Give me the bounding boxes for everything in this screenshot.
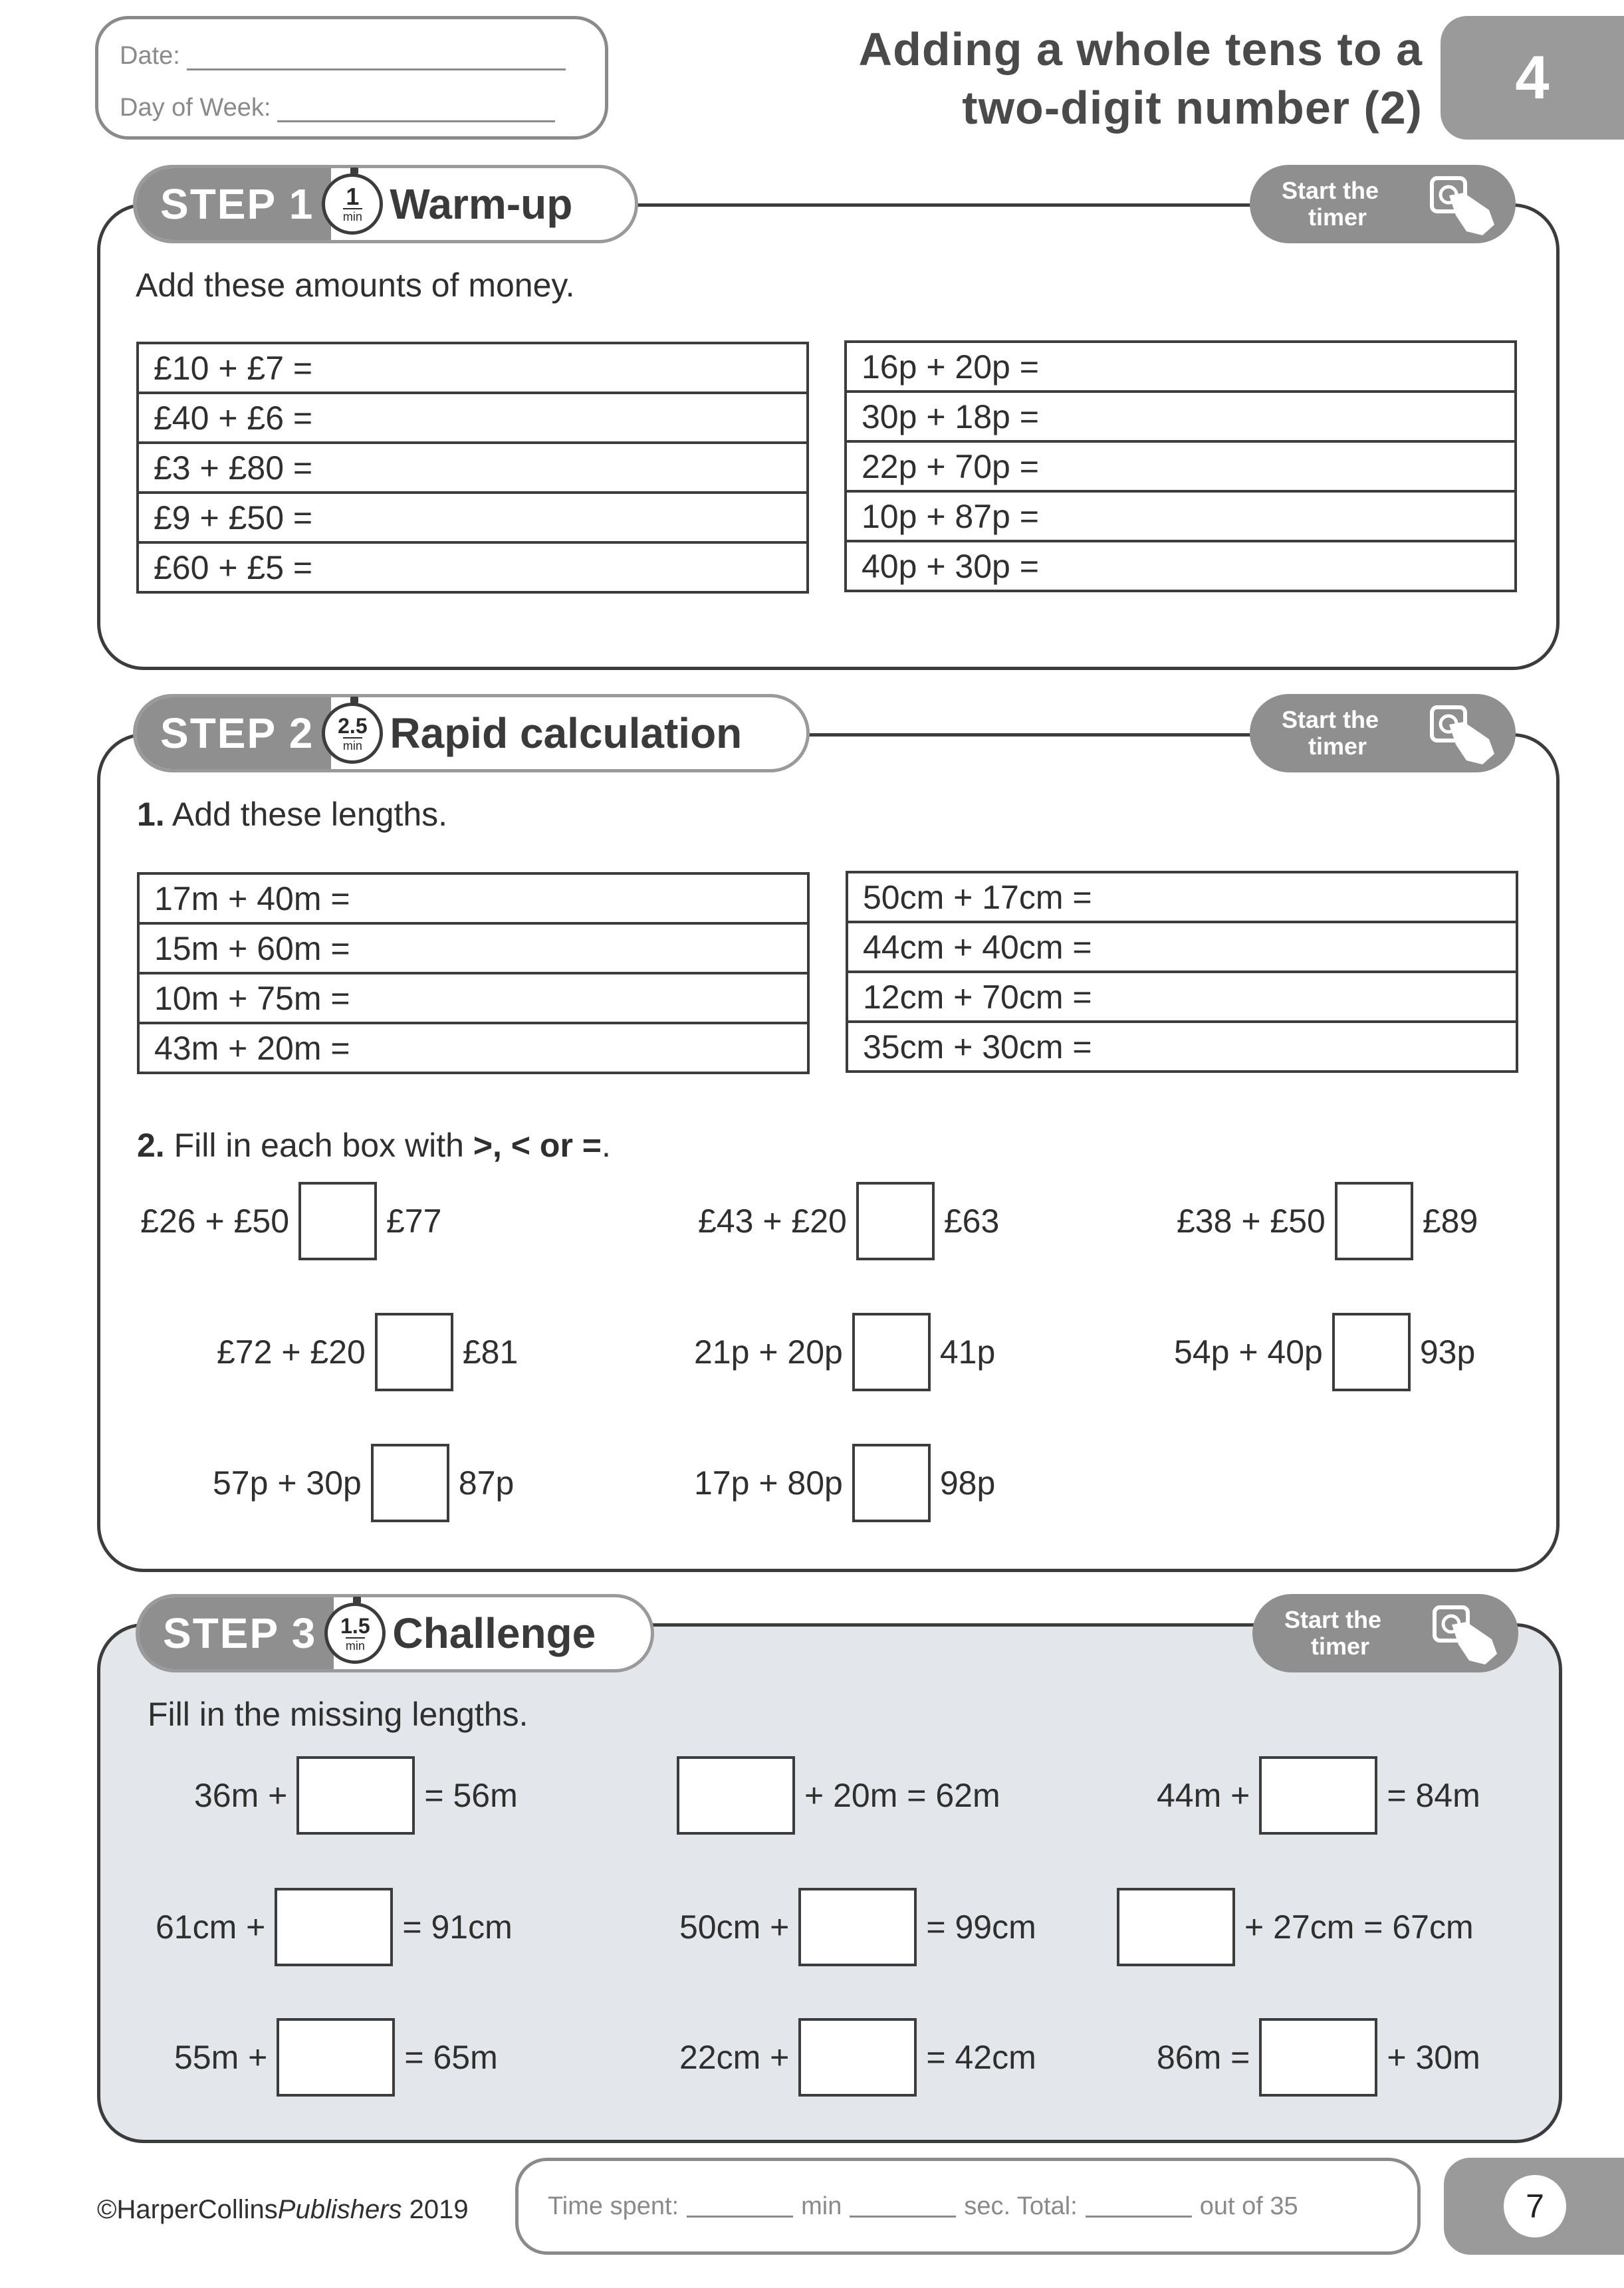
- start-timer-button-step1[interactable]: [1250, 165, 1516, 243]
- copyright-text: ©HarperCollins: [97, 2195, 278, 2224]
- table-row: [846, 392, 1516, 441]
- table-row: [847, 1022, 1517, 1072]
- comparison-answer-box[interactable]: [852, 1313, 931, 1391]
- answer-cell[interactable]: 12cm + 70cm =: [847, 972, 1517, 1022]
- step1-name: Warm-up: [390, 180, 573, 228]
- comparison-right: 87p: [458, 1464, 515, 1502]
- step2-label: STEP 2: [136, 697, 331, 769]
- table-row: [846, 541, 1516, 591]
- comparison-right: 98p: [939, 1464, 996, 1502]
- missing-length-box[interactable]: [798, 2018, 917, 2097]
- q2-text-end: .: [602, 1127, 611, 1164]
- equation-after: = 84m: [1387, 1777, 1480, 1814]
- comparison-answer-box[interactable]: [856, 1182, 935, 1260]
- answer-cell[interactable]: 10m + 75m =: [138, 973, 808, 1023]
- out-of-label: out of 35: [1199, 2192, 1298, 2220]
- missing-length-box[interactable]: [1259, 1756, 1377, 1835]
- q1-text: Add these lengths.: [172, 796, 448, 833]
- page-number: 7: [1504, 2175, 1566, 2237]
- q2-symbols: >, < or =: [473, 1127, 602, 1164]
- time-spent-label: Time spent:: [548, 2192, 679, 2220]
- comparison-item: [217, 1313, 518, 1391]
- step3-clock-unit: min: [346, 1637, 365, 1652]
- comparison-answer-box[interactable]: [1332, 1313, 1411, 1391]
- comparison-item: [698, 1182, 999, 1260]
- min-label: min: [801, 2192, 842, 2220]
- step2-clock-unit: min: [343, 737, 362, 752]
- missing-length-box[interactable]: [677, 1756, 795, 1835]
- comparison-answer-box[interactable]: [371, 1444, 449, 1522]
- answer-cell[interactable]: 16p + 20p =: [846, 342, 1516, 392]
- q2-number: 2.: [137, 1127, 165, 1164]
- missing-length-box[interactable]: [798, 1888, 917, 1966]
- q2-text: Fill in each box with: [174, 1127, 464, 1164]
- comparison-answer-box[interactable]: [298, 1182, 377, 1260]
- step2-clock-value: 2.5: [338, 714, 368, 738]
- day-label: Day of Week:: [120, 94, 271, 122]
- unit-number: 4: [1515, 43, 1550, 112]
- time-spent-bar: [515, 2158, 1421, 2255]
- equation-before: 36m +: [194, 1777, 288, 1814]
- equation-before: 86m =: [1157, 2039, 1250, 2076]
- page-title: [625, 20, 1423, 137]
- step3-label: STEP 3: [139, 1597, 334, 1669]
- equation-after: = 99cm: [926, 1908, 1036, 1946]
- step2-table-left: [137, 872, 810, 1074]
- missing-length-item: [194, 1756, 518, 1835]
- table-row: [138, 873, 808, 923]
- missing-length-item: [1107, 1888, 1474, 1966]
- date-box: [95, 16, 608, 140]
- comparison-left: £43 + £20: [698, 1202, 847, 1240]
- comparison-item: [1177, 1182, 1478, 1260]
- table-row: [846, 441, 1516, 491]
- unit-number-tab: [1441, 16, 1624, 140]
- step1-clock-unit: min: [343, 208, 362, 223]
- timer-label-1: Start the: [1284, 1606, 1382, 1633]
- equation-before: 50cm +: [679, 1908, 790, 1946]
- timer-label-2: timer: [1308, 733, 1367, 760]
- answer-cell[interactable]: 43m + 20m =: [138, 1023, 808, 1073]
- comparison-item: [213, 1444, 514, 1522]
- missing-length-box[interactable]: [275, 1888, 393, 1966]
- step1-table-left: [136, 342, 809, 594]
- step3-name: Challenge: [392, 1609, 596, 1657]
- step3-header: [136, 1594, 654, 1672]
- comparison-right: £77: [386, 1202, 442, 1240]
- answer-cell[interactable]: £3 + £80 =: [138, 443, 808, 493]
- timer-label-2: timer: [1311, 1633, 1370, 1660]
- comparison-right: £81: [462, 1333, 519, 1371]
- start-timer-button-step3[interactable]: [1252, 1594, 1518, 1672]
- step2-name: Rapid calculation: [390, 709, 743, 757]
- equation-after: + 20m = 62m: [804, 1777, 1000, 1814]
- comparison-answer-box[interactable]: [852, 1444, 931, 1522]
- clock-icon: [324, 1603, 386, 1664]
- timer-label-1: Start the: [1282, 177, 1379, 204]
- equation-after: + 27cm = 67cm: [1244, 1908, 1474, 1946]
- equation-after: = 56m: [424, 1777, 518, 1814]
- answer-cell[interactable]: £9 + £50 =: [138, 493, 808, 542]
- missing-length-box[interactable]: [277, 2018, 395, 2097]
- day-answer-line[interactable]: [277, 100, 555, 122]
- step2-q1-instruction: [137, 795, 447, 834]
- missing-length-item: [679, 1888, 1036, 1966]
- touch-hand-icon: [1429, 701, 1502, 767]
- table-row: [138, 923, 808, 973]
- step3-clock-value: 1.5: [340, 1614, 370, 1638]
- comparison-left: 17p + 80p: [694, 1464, 843, 1502]
- table-row: [138, 393, 808, 443]
- table-row: [138, 443, 808, 493]
- table-row: [846, 342, 1516, 392]
- answer-cell[interactable]: 15m + 60m =: [138, 923, 808, 973]
- table-row: [847, 972, 1517, 1022]
- total-answer-line[interactable]: [1086, 2196, 1192, 2218]
- touch-hand-icon: [1432, 1601, 1505, 1667]
- comparison-left: 54p + 40p: [1174, 1333, 1323, 1371]
- comparison-left: £38 + £50: [1177, 1202, 1326, 1240]
- comparison-right: £89: [1422, 1202, 1478, 1240]
- step2-header: [133, 694, 810, 772]
- table-row: [138, 973, 808, 1023]
- q1-number: 1.: [137, 796, 165, 833]
- missing-length-item: [156, 1888, 513, 1966]
- answer-cell[interactable]: 10p + 87p =: [846, 491, 1516, 541]
- missing-length-box[interactable]: [296, 1756, 415, 1835]
- copyright: [97, 2195, 469, 2225]
- table-row: [138, 1023, 808, 1073]
- equation-after: = 91cm: [402, 1908, 513, 1946]
- table-row: [138, 343, 808, 393]
- step1-instruction: Add these amounts of money.: [136, 267, 575, 304]
- comparison-item: [694, 1444, 995, 1522]
- date-answer-line[interactable]: [187, 49, 566, 70]
- missing-length-item: [1157, 1756, 1480, 1835]
- comparison-right: 93p: [1419, 1333, 1476, 1371]
- timer-label-1: Start the: [1282, 706, 1379, 733]
- touch-hand-icon: [1429, 172, 1502, 238]
- equation-after: + 30m: [1387, 2039, 1480, 2076]
- copyright-year: 2019: [409, 2195, 469, 2224]
- sec-total-label: sec. Total:: [964, 2192, 1078, 2220]
- equation-before: 22cm +: [679, 2039, 790, 2076]
- comparison-item: [140, 1182, 466, 1260]
- step3-instruction: Fill in the missing lengths.: [148, 1696, 528, 1733]
- clock-icon: [322, 173, 383, 235]
- step1-clock-value: 1: [346, 183, 360, 210]
- answer-cell[interactable]: £10 + £7 =: [138, 343, 808, 393]
- comparison-left: 57p + 30p: [213, 1464, 362, 1502]
- table-row: [846, 491, 1516, 541]
- title-line-1: Adding a whole tens to a: [858, 23, 1423, 75]
- date-label: Date:: [120, 42, 180, 70]
- step1-table-right: [844, 340, 1517, 592]
- date-line[interactable]: [120, 42, 566, 70]
- comparison-left: 21p + 20p: [694, 1333, 843, 1371]
- table-row: [138, 493, 808, 542]
- comparison-answer-box[interactable]: [1335, 1182, 1413, 1260]
- seconds-answer-line[interactable]: [850, 2196, 956, 2218]
- answer-cell[interactable]: 35cm + 30cm =: [847, 1022, 1517, 1072]
- answer-cell[interactable]: 44cm + 40cm =: [847, 922, 1517, 972]
- table-row: [847, 872, 1517, 922]
- comparison-left: £26 + £50: [140, 1202, 289, 1240]
- step2-q2-instruction: [137, 1126, 611, 1165]
- table-row: [138, 542, 808, 592]
- step2-table-right: [846, 871, 1518, 1073]
- equation-before: 61cm +: [156, 1908, 266, 1946]
- answer-cell[interactable]: 17m + 40m =: [138, 873, 808, 923]
- missing-length-item: [1157, 2018, 1480, 2097]
- equation-before: 55m +: [174, 2039, 268, 2076]
- clock-icon: [322, 703, 383, 764]
- day-line[interactable]: [120, 94, 555, 122]
- comparison-answer-box[interactable]: [375, 1313, 453, 1391]
- minutes-answer-line[interactable]: [687, 2196, 793, 2218]
- answer-cell[interactable]: 22p + 70p =: [846, 441, 1516, 491]
- start-timer-button-step2[interactable]: [1250, 694, 1516, 772]
- table-row: [847, 922, 1517, 972]
- answer-cell[interactable]: 40p + 30p =: [846, 541, 1516, 591]
- step1-header: [133, 165, 638, 243]
- missing-length-item: [667, 1756, 1000, 1835]
- answer-cell[interactable]: 30p + 18p =: [846, 392, 1516, 441]
- copyright-publishers: Publishers: [277, 2195, 402, 2224]
- answer-cell[interactable]: 50cm + 17cm =: [847, 872, 1517, 922]
- page-number-tab: [1444, 2158, 1624, 2255]
- comparison-right: 41p: [939, 1333, 996, 1371]
- comparison-item: [694, 1313, 995, 1391]
- answer-cell[interactable]: £60 + £5 =: [138, 542, 808, 592]
- step1-label: STEP 1: [136, 168, 331, 240]
- timer-label-2: timer: [1308, 203, 1367, 231]
- answer-cell[interactable]: £40 + £6 =: [138, 393, 808, 443]
- missing-length-item: [174, 2018, 498, 2097]
- comparison-item: [1174, 1313, 1475, 1391]
- missing-length-box[interactable]: [1259, 2018, 1377, 2097]
- equation-before: 44m +: [1157, 1777, 1250, 1814]
- equation-after: = 42cm: [926, 2039, 1036, 2076]
- comparison-right: £63: [943, 1202, 1000, 1240]
- missing-length-item: [679, 2018, 1036, 2097]
- missing-length-box[interactable]: [1117, 1888, 1235, 1966]
- equation-after: = 65m: [404, 2039, 498, 2076]
- title-line-2: two-digit number (2): [962, 82, 1423, 134]
- comparison-left: £72 + £20: [217, 1333, 366, 1371]
